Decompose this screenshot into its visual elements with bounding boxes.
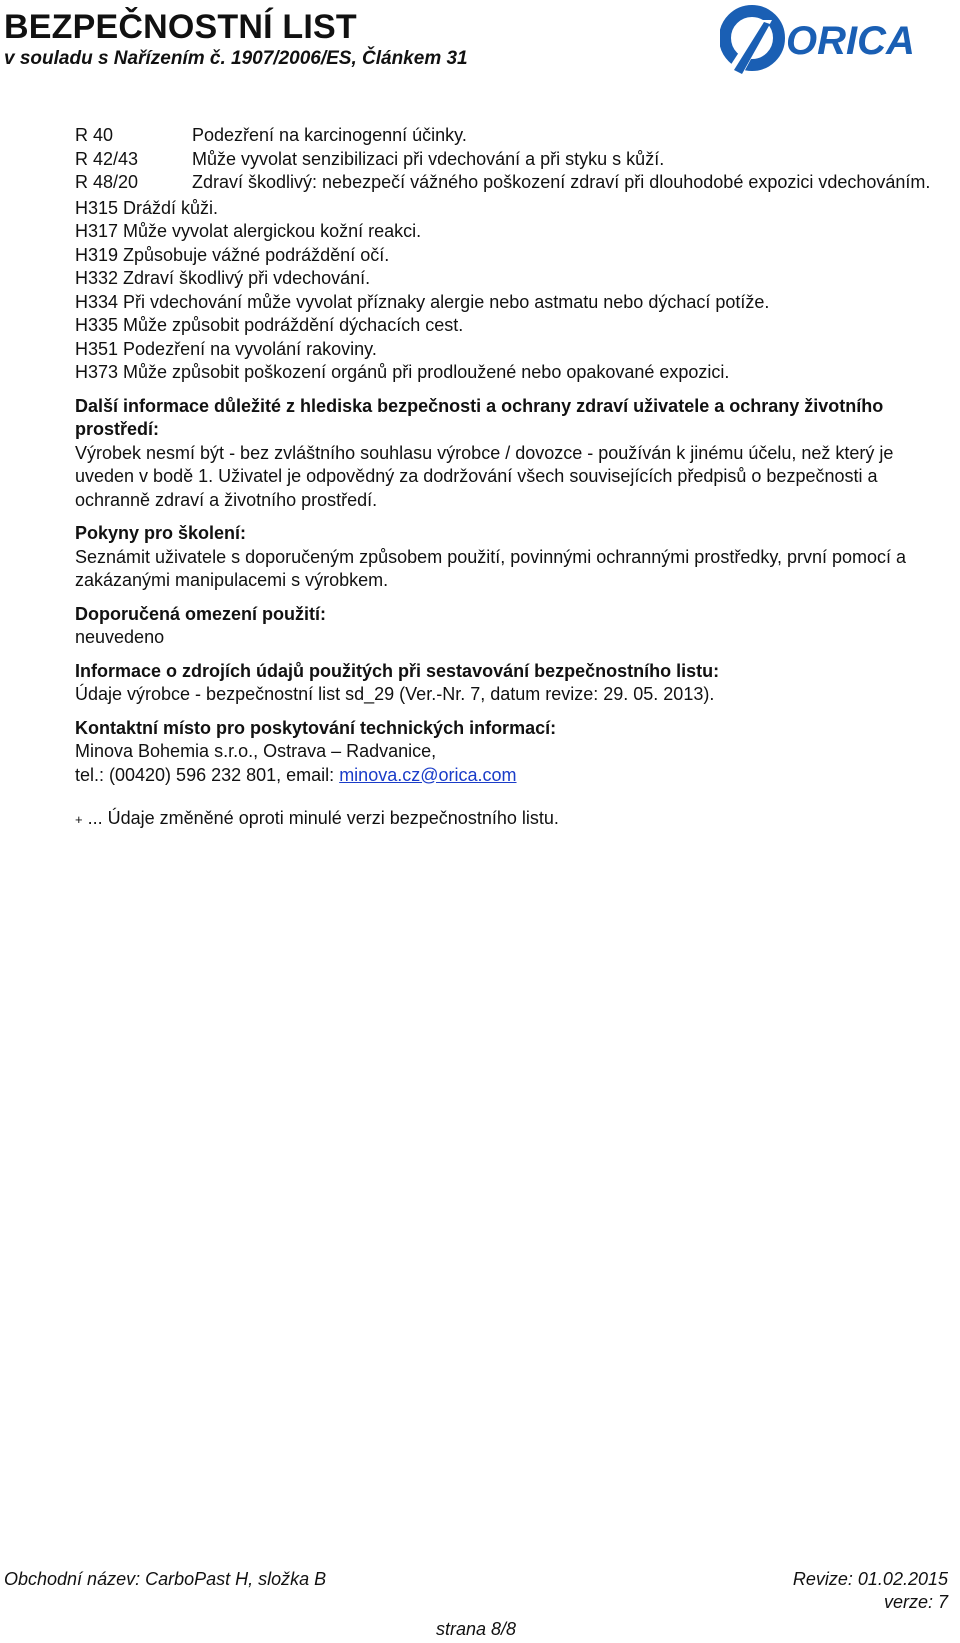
- r-phrase-code: R 40: [75, 125, 114, 145]
- r-phrase-code: R 48/20: [75, 172, 139, 192]
- list-item: H319 Způsobuje vážné podráždění očí.: [75, 244, 390, 265]
- section-text: Údaje výrobce - bezpečnostní list sd_29 (Ver.-Nr. 7, datum revize: 29. 05. 2013).: [75, 684, 715, 704]
- footer-version: verze: 7: [883, 1592, 948, 1612]
- section-restrictions: [75, 603, 945, 650]
- change-note: [75, 807, 945, 832]
- list-item: H317 Může vyvolat alergickou kožní reakci.: [75, 221, 422, 241]
- footer-product-name: Obchodní název: CarboPast H, složka B: [4, 1569, 327, 1589]
- section-text: Seznámit uživatele s doporučeným způsobem použití, povinnými ochrannými prostředky, první pomocí a zakázanými manipulacemi s výrobkem.: [75, 546, 907, 590]
- change-note-text: ... Údaje změněné oproti minulé verzi bezpečnostního listu.: [87, 808, 559, 828]
- table-row: [75, 171, 930, 195]
- logo-text: ORICA: [786, 19, 915, 63]
- section-contact: [75, 717, 945, 788]
- change-marker: +: [75, 812, 83, 827]
- section-text: neuvedeno: [75, 627, 165, 647]
- r-phrases-table: [75, 124, 930, 195]
- list-item: H373 Může způsobit poškození orgánů při prodloužené nebo opakované expozici.: [75, 362, 730, 382]
- r-phrase-text: Může vyvolat senzibilizaci při vdechování a při styku s kůží.: [192, 148, 665, 169]
- footer-revision: Revize: 01.02.2015: [792, 1569, 948, 1589]
- h-statements-list: [75, 197, 945, 385]
- section-sources: [75, 660, 945, 707]
- r-phrase-code: R 42/43: [75, 148, 139, 169]
- document-title: BEZPEČNOSTNÍ LIST: [4, 8, 357, 46]
- orica-logo-icon: [720, 0, 960, 84]
- section-info: [75, 395, 945, 513]
- section-title: Doporučená omezení použití:: [75, 603, 327, 624]
- document-subtitle: v souladu s Nařízením č. 1907/2006/ES, Článkem 31: [4, 48, 468, 69]
- r-phrase-text: Zdraví škodlivý: nebezpečí vážného poškození zdraví při dlouhodobé expozici vdechováním.: [192, 172, 931, 192]
- section-title: Pokyny pro školení:: [75, 523, 247, 543]
- section-title: Kontaktní místo pro poskytování technických informací:: [75, 717, 557, 738]
- r-phrase-text: Podezření na karcinogenní účinky.: [192, 125, 467, 145]
- section-title: Další informace důležité z hlediska bezpečnosti a ochrany zdraví uživatele a ochrany životního prostředí:: [75, 395, 884, 439]
- list-item: H334 Při vdechování může vyvolat příznaky alergie nebo astmatu nebo dýchací potíže.: [75, 291, 770, 312]
- list-item: H332 Zdraví škodlivý při vdechování.: [75, 268, 371, 288]
- contact-phone: tel.: (00420) 596 232 801, email:: [75, 764, 340, 785]
- section-title: Informace o zdrojích údajů použitých při sestavování bezpečnostního listu:: [75, 660, 720, 681]
- section-training: [75, 522, 945, 593]
- list-item: H335 Může způsobit podráždění dýchacích cest.: [75, 315, 464, 335]
- list-item: H315 Dráždí kůži.: [75, 197, 219, 218]
- section-text: Výrobek nesmí být - bez zvláštního souhlasu výrobce / dovozce - používán k jinému účelu, než který je uveden v bodě 1. Uživatel je odpovědný za dodržování všech souvisejících předpisů o bezpečnosti a ochranně zdraví a životního prostředí.: [75, 442, 894, 510]
- list-item: H351 Podezření na vyvolání rakoviny.: [75, 338, 377, 359]
- contact-phone-line: [75, 764, 945, 788]
- table-row: [75, 124, 930, 148]
- footer-page-number: strana 8/8: [436, 1619, 517, 1639]
- table-row: [75, 148, 930, 172]
- contact-address: Minova Bohemia s.r.o., Ostrava – Radvanice,: [75, 741, 437, 761]
- document-body: [75, 124, 945, 832]
- email-link[interactable]: minova.cz@orica.com: [339, 764, 517, 785]
